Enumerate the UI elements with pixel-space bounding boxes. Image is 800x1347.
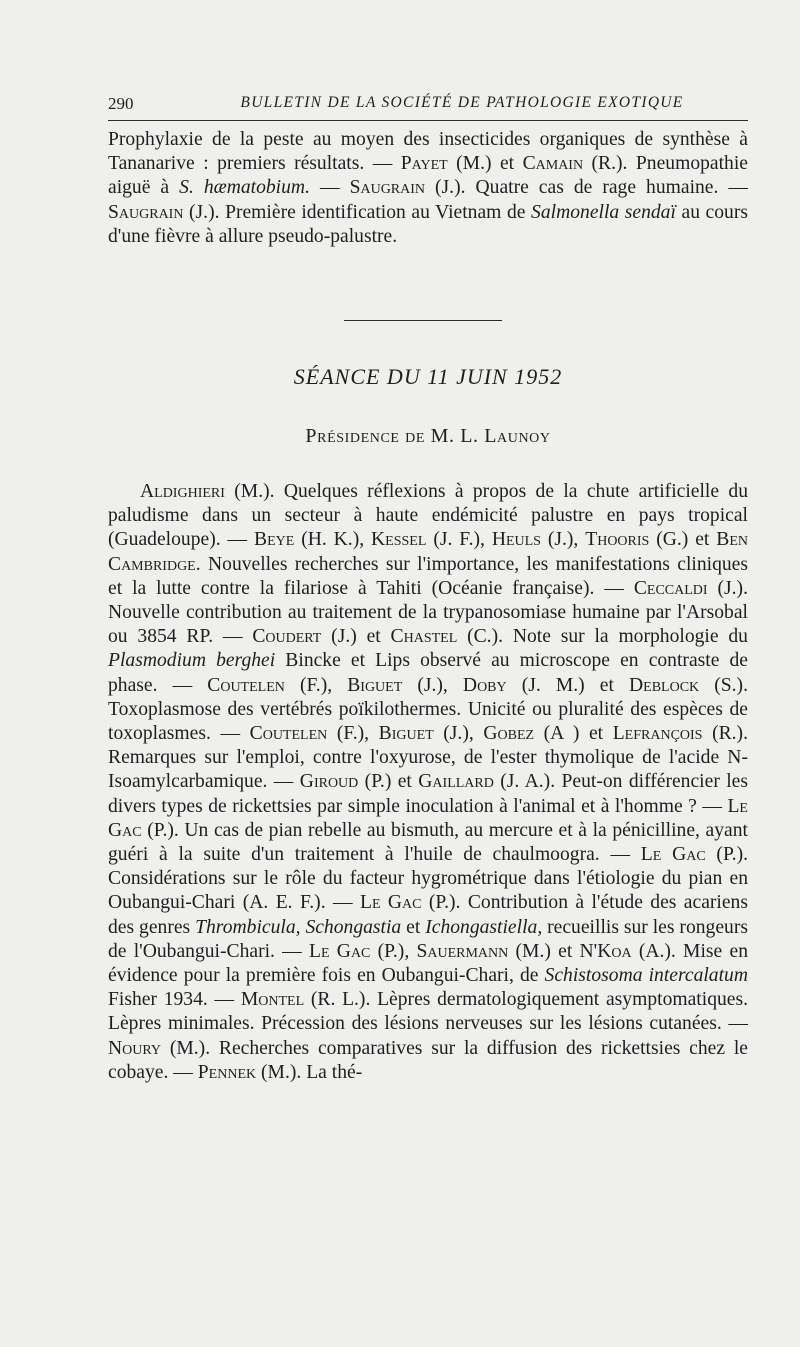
author-name: Chastel (390, 626, 458, 648)
author-name: Aldighieri (140, 481, 225, 502)
page-number: 290 (108, 94, 134, 113)
author-name: Le Gac (309, 940, 371, 962)
text-run: (M.) et (447, 153, 523, 175)
species-name: Salmonella sendaï (531, 201, 676, 223)
author-name: Le Gac (359, 892, 422, 914)
author-name: Kessel (371, 529, 427, 551)
text-run: recueillis sur les rongeurs de l'Oubangui-Chari. — (108, 916, 748, 962)
text-run: Prophylaxie de la peste au moyen des insecticides organiques de synthèse à Tananarive : premiers résultats. — (108, 129, 748, 175)
author-name: Biguet (347, 674, 403, 696)
text-run: (A ) et (534, 723, 613, 745)
intro-paragraph (108, 128, 748, 249)
author-name: N'Koa (579, 940, 632, 962)
text-run: (M.). Recherches comparatives sur la diffusion des rickettsies chez le cobaye. — (108, 1037, 748, 1083)
author-name: Doby (462, 674, 507, 696)
author-name: Coudert (252, 626, 322, 648)
seance-contents-paragraph (108, 480, 748, 1085)
text-run: (J.), (540, 529, 586, 551)
text-run: (J. A.). Peut-on différencier les divers types de rickettsies par simple inoculation à l'animal et à l'homme ? — (108, 771, 748, 817)
text-run: (J.), (402, 674, 463, 696)
author-name: Ben Cambridge (108, 529, 748, 575)
author-name: Le Gac (108, 795, 748, 841)
text-run: (H. K.), (294, 529, 372, 551)
author-name: Beye (254, 529, 295, 551)
author-name: Camain (522, 153, 584, 175)
text-run: (M.). La thé- (256, 1061, 363, 1083)
genus-names: Thrombicula, Schongastia (195, 916, 402, 938)
author-name: Le Gac (640, 844, 706, 866)
text-run: (J.). Nouvelle contribution au traitement de la trypanosomiase humaine par l'Arsobal ou 3854 RP. — (108, 577, 748, 648)
presidence-line: Présidence de M. L. Launoy (305, 425, 551, 447)
text-run: . Nouvelles recherches sur l'importance, les manifestations cliniques et la lutte contre la filariose à Tahiti (Océanie française). — (108, 553, 748, 599)
author-name: Gobez (483, 723, 535, 745)
text-run: et (401, 916, 426, 938)
author-name: Montel (240, 989, 305, 1011)
seance-title: SÉANCE DU 11 JUIN 1952 (293, 364, 563, 389)
text-run: (P.). Un cas de pian rebelle au bismuth, au mercure et à la pénicilline, ayant guéri à la suite d'un traitement à l'huile de chaulmoogra. — (108, 819, 748, 866)
text-run: (M.). Quelques réflexions à propos de la chute artificielle du paludisme dans un secteur à haute endémicité palustre en pays tropical (Guadeloupe). — (108, 481, 748, 551)
text-run: (P.) et (358, 771, 419, 793)
text-run: (R.). Remarques sur l'emploi, contre l'oxyurose, de l'ester thymolique de l'acide N-Isoamylcarbamique. — (108, 723, 748, 793)
text-run: (C.). Note sur la morphologie du (457, 626, 748, 648)
author-name: Lefrançois (612, 723, 703, 745)
text-run: (M.) et (508, 940, 580, 962)
author-name: Ceccaldi (633, 577, 708, 599)
author-name: Coutelen (207, 674, 285, 696)
page-header (108, 94, 748, 116)
text-run: (P.). Considérations sur le rôle du facteur hygrométrique dans l'étiologie du pian en Oubangui-Chari (A. E. F.). — (108, 844, 748, 914)
author-name: Saugrain (349, 177, 426, 199)
text-run: (J. F.), (426, 529, 492, 551)
text-run: — (309, 177, 350, 199)
author-name: Payet (400, 153, 448, 175)
author-name: Saugrain (108, 201, 184, 223)
text-run: (A.). Mise en évidence pour la première fois en Oubangui-Chari, de (108, 940, 748, 987)
author-name: Noury (108, 1037, 162, 1059)
text-run: (R.). Pneumopathie aiguë à (108, 153, 748, 199)
text-run: (J.). Quatre cas de rage humaine. — (425, 177, 748, 199)
species-name: S. hæmatobium. (179, 177, 310, 199)
author-name: Biguet (378, 723, 434, 745)
text-run: (P.). Contribution à l'étude des acariens des genres (108, 892, 748, 938)
text-run: au cours d'une fièvre à allure pseudo-palustre. (108, 201, 748, 247)
author-name: Giroud (299, 771, 359, 793)
text-run: (R. L.). Lèpres dermatologiquement asymptomatiques. Lèpres minimales. Précession des lésions nerveuses sur les lésions cutanées. — (108, 989, 749, 1035)
author-name: Pennek (197, 1061, 257, 1083)
author-name: Deblock (629, 674, 700, 696)
author-name: Heuls (491, 529, 541, 551)
author-name: Gaillard (418, 771, 494, 793)
species-name: Plasmodium berghei (108, 650, 276, 672)
text-run: (J.) et (321, 626, 391, 648)
text-run: (J.), (433, 723, 484, 745)
text-run: Bincke et Lips observé au microscope en contraste de phase. — (108, 650, 749, 696)
text-run: (J.). Première identification au Vietnam de (183, 201, 532, 223)
author-name: Thooris (585, 529, 650, 551)
author-name: Coutelen (249, 723, 328, 745)
text-run: Fisher 1934. — (108, 989, 241, 1011)
author-name: Sauermann (416, 940, 509, 962)
text-run: (P.), (370, 940, 417, 962)
text-run: (F.), (327, 723, 379, 745)
text-run: (J. M.) et (506, 674, 629, 696)
section-separator (344, 320, 502, 321)
species-name: Schistosoma intercalatum (544, 965, 748, 987)
text-run: (F.), (284, 674, 348, 696)
header-rule (108, 120, 748, 121)
text-run: (S.). Toxoplasmose des vertébrés poïkilothermes. Unicité ou pluralité des espèces de toxoplasmes. — (108, 674, 748, 745)
genus-names: Ichongastiella, (425, 916, 543, 938)
text-run: (G.) et (649, 529, 717, 551)
running-head: BULLETIN DE LA SOCIÉTÉ DE PATHOLOGIE EXOTIQUE (240, 94, 684, 111)
